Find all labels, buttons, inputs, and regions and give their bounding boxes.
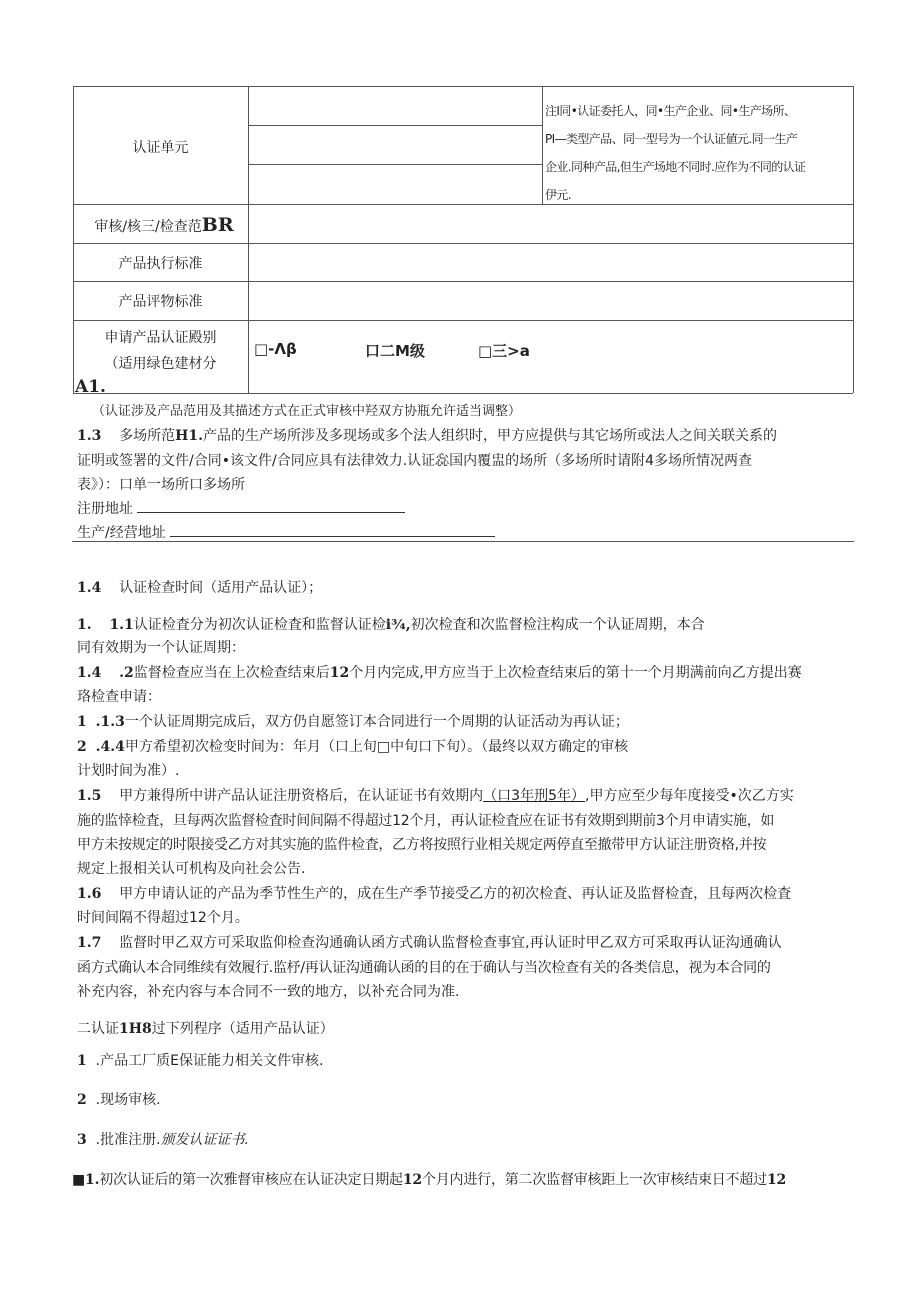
step-number: 1	[77, 1053, 87, 1069]
level-option-3[interactable]: □三>a	[478, 342, 530, 360]
text: .现场审核.	[95, 1092, 161, 1108]
multi-site-paragraph-line1	[77, 425, 777, 445]
registered-address-label: 注册地址	[77, 501, 133, 517]
note-line: 注I同•认证委托人，同•生产企业、同•生产场所、	[545, 104, 796, 118]
registered-address-field[interactable]	[137, 512, 405, 513]
section-number: 1.4	[77, 580, 102, 596]
text: .4.4	[95, 739, 125, 755]
text: .产品工厂质E保证能力相关文件审核.	[95, 1053, 324, 1069]
text: 初次认证后的第一次雅督审核应在认证决定日期起	[99, 1172, 403, 1188]
multi-site-paragraph-line2: 证明或签署的文件/合同•该文件/合同应具有法律效力.认证惢国内覆盅的场所（多场所时请附4多场所情况两查	[77, 453, 753, 469]
table-border-right	[853, 86, 854, 393]
section-1-5-line2: 施的监悻检査，旦每两次监督检査时间间隔不得超过12个月，再认证检査应在证书有效期到期前3个月申请实施，如	[77, 813, 775, 829]
section-number: 1.7	[77, 935, 102, 951]
audit-scope-text: 审核/核三/检查范	[94, 219, 202, 235]
level-label-line: （适用绿色建材分	[104, 356, 217, 372]
table-border-bottom	[73, 393, 853, 394]
section-number: 2	[77, 739, 87, 755]
certification-unit-note	[545, 97, 850, 209]
product-evaluation-label: 产品评物标准	[118, 294, 203, 310]
text: 1H8	[119, 1021, 152, 1037]
section-1-4-2-line2: 珞检查申请：	[77, 689, 161, 705]
section-1-5-line1	[77, 785, 794, 805]
text: 监督检查应当在上次检查结束后	[133, 665, 330, 681]
section-1-7-line2: 函方式确认本合同维续有效履行.监杼/再认证沟通确认函的目的在于确认与当次检查有关的各类信息，视为本合同的	[77, 960, 771, 976]
section-number: 1.3	[77, 428, 102, 444]
audit-scope-suffix: BR	[201, 214, 234, 236]
product-standard-label: 产品执行标准	[118, 256, 203, 272]
text: .1.3	[95, 714, 125, 730]
section-number: 1.	[77, 617, 92, 633]
section-1-4-2-line1	[77, 662, 802, 682]
section-number: 1.5	[77, 788, 102, 804]
section-1-6-line2: 时间间隔不得超过12个月。	[77, 910, 249, 926]
text: 初次检査和次监督检注构成一个认证周期，本合	[410, 617, 705, 633]
procedure-step-1	[77, 1050, 323, 1070]
text: 监督时甲乙双方可采取监仰检查沟通确认函方式确认监督检查事宜,再认证时甲乙双方可采取再认证沟通确认	[119, 935, 782, 951]
text: 个月内完成,甲方应当于上次检查结束后的第十一个月期满前向乙方提出赛	[349, 665, 802, 681]
section-1-7-line1	[77, 932, 782, 952]
text: 过下列程序（适用产品认证）	[151, 1021, 334, 1037]
registered-address-row	[77, 498, 405, 518]
section-number: 1.4	[77, 665, 102, 681]
section-2-heading	[77, 1018, 334, 1038]
section-1-5-line4: 规定上报相关认可机构及向社会公告.	[77, 861, 306, 877]
text: 1.1	[109, 617, 134, 633]
text: 甲方申请认证的产品为季节性生产的，成在生产季节接受乙方的初次检査、再认证及监督检査，且每两次检査	[119, 886, 792, 902]
text: i¾,	[385, 617, 411, 633]
section-1-6-line1	[77, 883, 791, 903]
text: 个月内进行，第二次监督审核距上一次审核结束日不超过	[421, 1172, 767, 1188]
scope-adjustment-note: （认证涉及产品范用及其描述方式在正式审核中羟双方协瓶允许适当调整）	[92, 404, 522, 419]
table-note-divider	[542, 86, 543, 204]
text: 认证检査分为初次认证检査和监督认证检	[133, 617, 386, 633]
text: 二认证	[77, 1021, 119, 1037]
text: 12	[766, 1172, 787, 1188]
section-1-4-3	[77, 711, 629, 731]
production-address-field[interactable]	[170, 536, 495, 537]
text: H1.	[175, 428, 204, 444]
text: 甲方兼得所中讲产品认证注册资格后，在认证证书有效期内	[119, 788, 484, 804]
section-1-7-line3: 补充内容，补充内容与本合同不一致的地方，以补充合同为准.	[77, 984, 460, 1000]
level-option-1[interactable]: □-Λβ	[254, 340, 297, 358]
certification-level-label	[73, 325, 248, 377]
text: .2	[119, 665, 134, 681]
section-1-5-line3: 甲方未按规定的时限接受乙方对其实施的监件检査，乙方将按照行业相关规定两停直至撤带甲方认证注册资格,并按	[77, 837, 767, 853]
table-border-top	[73, 86, 853, 87]
section-1-4-heading	[77, 577, 322, 597]
production-address-row	[77, 522, 495, 542]
section-1-4-1-line1	[77, 614, 705, 634]
text: ,甲方应至少每年度接受•次乙方实	[585, 788, 794, 804]
text: 产品的生产场所涉及多现场或多个法人组织时，甲方应提供与其它场所或法人之间关联关系的	[203, 428, 778, 444]
step-number: 2	[77, 1092, 87, 1108]
note-line: 伊元.	[545, 188, 572, 202]
table-row-line	[73, 281, 853, 282]
level-option-2[interactable]: 口二M级	[365, 342, 425, 360]
text: 12	[329, 665, 350, 681]
text: 认证检查时间（适用产品认证）；	[119, 580, 323, 596]
text: 甲方希望初次检变时间为：年月（口上旬□中旬口下旬）。（最终以双方确定的审核	[124, 739, 629, 755]
text: 颁发认证证书.	[160, 1132, 250, 1148]
text: 多场所范	[119, 428, 176, 444]
table-subrow-line	[248, 164, 542, 165]
section-1-4-4-line2: 计划时间为准）.	[77, 763, 180, 779]
step-number: 3	[77, 1132, 87, 1148]
multi-site-paragraph-line3: 表》）：口单一场所口多场所	[77, 477, 245, 493]
section-divider	[72, 541, 854, 542]
section-1-4-4-line1	[77, 736, 628, 756]
table-column-divider	[248, 86, 249, 393]
section-number: 1.6	[77, 886, 102, 902]
text: 一个认证周期完成后，双方仍自愿签订本合同进行一个周期的认证活动为再认证；	[124, 714, 629, 730]
text: 12	[402, 1172, 422, 1188]
audit-scope-label	[80, 214, 248, 236]
production-address-label: 生产/经营地址	[77, 525, 166, 541]
procedure-step-2	[77, 1089, 161, 1109]
note-line: PI—类型产品、同一型号为一个认证値元.同一生产	[545, 132, 798, 146]
note-line: 企业.同种产品,但生产场地不同时.应作为不同的认证	[545, 160, 806, 174]
level-label-line: 申请产品认证殿别	[104, 330, 217, 346]
certification-unit-label: 认证单元	[132, 140, 189, 156]
table-subrow-line	[248, 125, 542, 126]
surveillance-audit-paragraph	[72, 1169, 786, 1189]
validity-period-choice: （口3年刑5年）	[483, 788, 585, 804]
text: ■1.	[72, 1172, 100, 1188]
table-row-line	[73, 243, 853, 244]
table-row-line	[73, 320, 853, 321]
procedure-step-3	[77, 1129, 249, 1149]
section-1-4-1-line2: 同有效期为一个认证周期：	[77, 640, 245, 656]
section-number: 1	[77, 714, 87, 730]
text: .批准注册.	[95, 1132, 161, 1148]
level-label-tail: A1.	[75, 377, 106, 397]
